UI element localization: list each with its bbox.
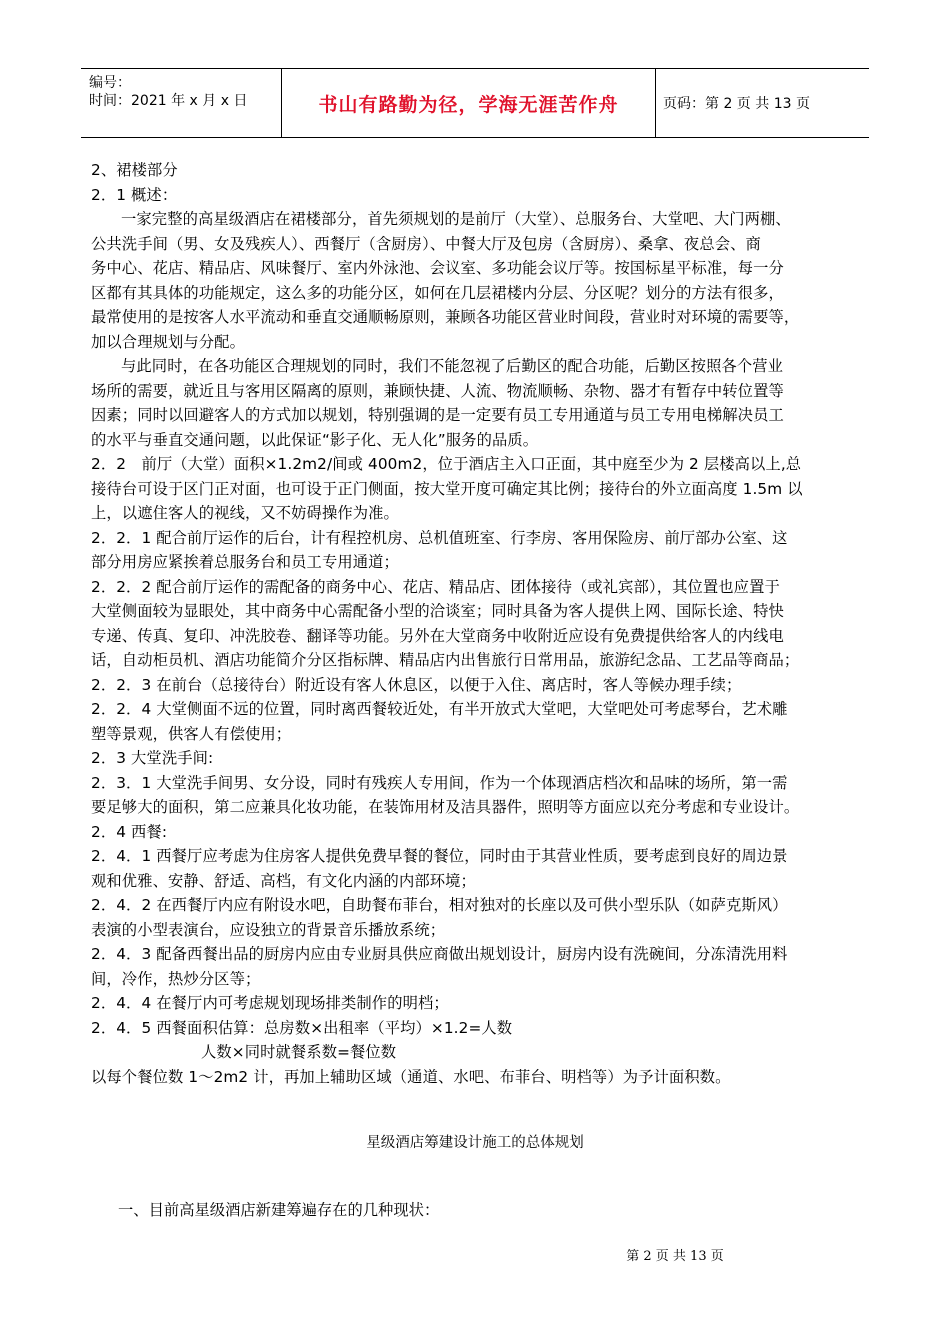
text-line: 的水平与垂直交通问题，以此保证“影子化、无人化”服务的品质。 [91, 430, 539, 449]
text-line: 2．4．5 西餐面积估算：总房数×出租率（平均）×1.2=人数 [91, 1018, 513, 1037]
text-line: 接待台可设于区门正对面，也可设于正门侧面，按大堂开度可确定其比例；接待台的外立面高度 1.5m 以 [91, 479, 803, 498]
text-line: 2．2．3 在前台（总接待台）附近设有客人休息区，以便于入住、离店时，客人等候办理手续； [91, 675, 742, 694]
text-line: 一家完整的高星级酒店在裙楼部分，首先须规划的是前厅（大堂）、总服务台、大堂吧、大门两棚、 [121, 210, 791, 228]
text-line: 2．2．2 配合前厅运作的需配备的商务中心、花店、精品店、团体接待（或礼宾部），其位置也应置于 [91, 577, 780, 596]
subheading: 一、目前高星级酒店新建筹遍存在的几种现状： [118, 1201, 440, 1219]
text-line: 区都有其具体的功能规定，这么多的功能分区，如何在几层裙楼内分层、分区呢？划分的方法有很多， [91, 283, 784, 302]
text-line: 2．4 西餐: [91, 822, 168, 841]
text-line: 最常使用的是按客人水平流动和垂直交通顺畅原则，兼顾各功能区营业时间段，营业时对环境的需要等， [91, 308, 800, 326]
text-line: 2．1 概述： [91, 185, 178, 204]
text-line: 因素；同时以回避客人的方式加以规划，特别强调的是一定要有员工专用通道与员工专用电梯解决员工 [91, 406, 784, 424]
text-line: 表演的小型表演台，应设独立的背景音乐播放系统； [91, 920, 446, 939]
number-label: 编号： [89, 75, 131, 91]
text-line: 以每个餐位数 1～2m2 计，再加上辅助区域（通道、水吧、布菲台、明档等）为予计面积数。 [91, 1067, 731, 1086]
time-label: 时间：2021 年 x 月 x 日 [89, 93, 248, 109]
body-text [91, 158, 861, 1089]
text-line: 与此同时，在各功能区合理规划的同时，我们不能忽视了后勤区的配合功能，后勤区按照各个营业 [121, 357, 784, 375]
text-line: 场所的需要，就近且与客用区隔离的原则，兼顾快捷、人流、物流顺畅、杂物、器才有暂存中转位置等 [91, 381, 784, 400]
text-line: 人数×同时就餐系数=餐位数 [201, 1043, 397, 1061]
text-line: 2．2 前厅（大堂）面积×1.2m2/间或 400m2，位于酒店主入口正面，其中庭至少为 2 层楼高以上,总 [91, 455, 802, 473]
text-line: 间，冷作，热炒分区等； [91, 969, 261, 988]
text-line: 2．4．4 在餐厅内可考虑规划现场排类制作的明档； [91, 994, 449, 1012]
text-line: 话，自动柜员机、酒店功能简介分区指标牌、精品店内出售旅行日常用品，旅游纪念品、工艺品等商品； [91, 651, 800, 669]
text-line: 加以合理规划与分配。 [91, 332, 245, 351]
header-page-info: 页码：第 2 页 共 13 页 [663, 96, 810, 112]
text-line: 2．4．3 配备西餐出品的厨房内应由专业厨具供应商做出规划设计，厨房内设有洗碗间，分冻清洗用料 [91, 945, 788, 963]
text-line: 上，以遮住客人的视线，又不妨碍操作为准。 [91, 504, 399, 522]
text-line: 专递、传真、复印、冲洗胶卷、翻译等功能。另外在大堂商务中收附近应设有免费提供给客人的内线电 [91, 626, 784, 645]
text-line: 2．4．2 在西餐厅内应有附设水吧，自助餐布菲台，相对独对的长座以及可供小型乐队（如萨克斯风） [91, 896, 788, 914]
text-line: 2．3．1 大堂洗手间男、女分设，同时有残疾人专用间，作为一个体现酒店档次和品味的场所，第一需 [91, 773, 788, 792]
text-line: 2、裙楼部分 [91, 161, 178, 179]
text-line: 2．2．4 大堂侧面不远的位置，同时离西餐较近处，有半开放式大堂吧，大堂吧处可考虑琴台，艺术雕 [91, 700, 788, 718]
header-meta [81, 69, 282, 137]
page-footer: 第 2 页 共 13 页 [626, 1249, 724, 1264]
text-line: 大堂侧面较为显眼处，其中商务中心需配备小型的洽谈室；同时具备为客人提供上网、国际长途、特快 [91, 602, 784, 620]
page-header [81, 68, 869, 138]
text-line: 观和优雅、安静、舒适、高档，有文化内涵的内部环境； [91, 871, 476, 890]
header-motto: 书山有路勤为径，学海无涯苦作舟 [282, 69, 656, 137]
text-line: 塑等景观，供客人有偿使用； [91, 724, 292, 743]
section-title: 星级酒店筹建设计施工的总体规划 [366, 1135, 584, 1151]
text-line: 2．4．1 西餐厅应考虑为住房客人提供免费早餐的餐位，同时由于其营业性质，要考虑到良好的周边景 [91, 847, 788, 865]
text-line: 部分用房应紧挨着总服务台和员工专用通道； [91, 553, 399, 571]
text-line: 公共洗手间（男、女及残疾人）、西餐厅（含厨房）、中餐大厅及包房（含厨房）、桑拿、夜总会、商 [91, 234, 761, 253]
text-line: 要足够大的面积，第二应兼具化妆功能，在装饰用材及洁具器件，照明等方面应以充分考虑和专业设计。 [91, 798, 800, 816]
text-line: 2．3 大堂洗手间: [91, 749, 214, 767]
text-line: 2．2．1 配合前厅运作的后台，计有程控机房、总机值班室、行李房、客用保险房、前厅部办公室、这 [91, 528, 788, 547]
text-line: 务中心、花店、精品店、风味餐厅、室内外泳池、会议室、多功能会议厅等。按国标星平标准，每一分 [91, 259, 784, 277]
